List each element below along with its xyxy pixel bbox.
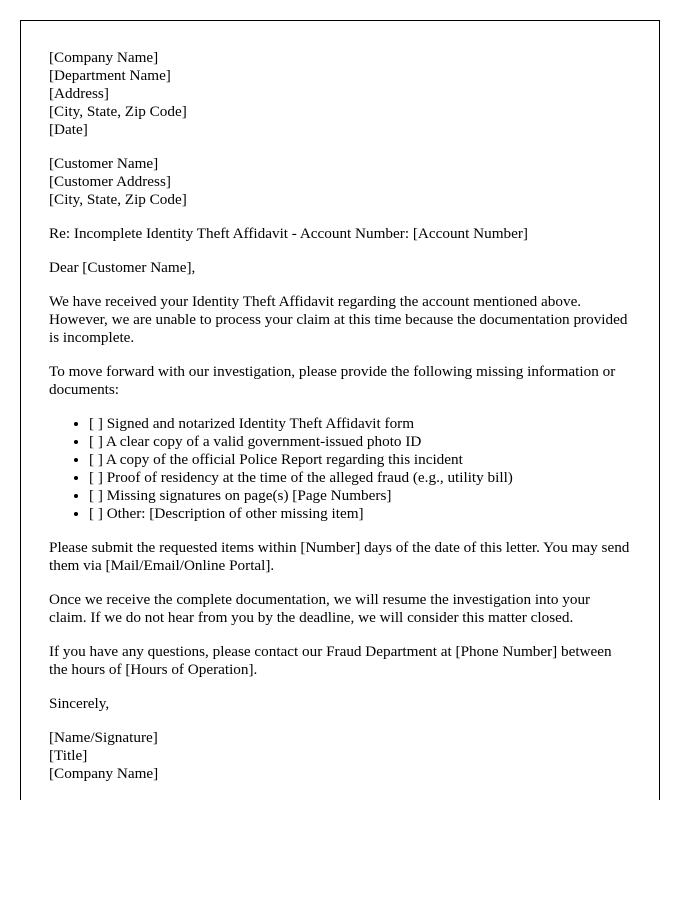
- sender-department: [Department Name]: [49, 67, 171, 84]
- list-item: • [ ] A copy of the official Police Report regarding this incident: [89, 451, 631, 469]
- subject-line: Re: Incomplete Identity Theft Affidavit - Account Number: [Account Number]: [49, 225, 528, 242]
- list-item: • [ ] Proof of residency at the time of the alleged fraud (e.g., utility bill): [89, 469, 631, 487]
- intro-paragraph: We have received your Identity Theft Affidavit regarding the account mentioned above. However, we are unable to process your claim at this time because the documentation provided is incomplete.: [49, 293, 628, 346]
- signature-title: [Title]: [49, 747, 88, 764]
- resume-paragraph: Once we receive the complete documentation, we will resume the investigation into your claim. If we do not hear from you by the deadline, we will consider this matter closed.: [49, 591, 591, 626]
- list-item: • [ ] A clear copy of a valid government-issued photo ID: [89, 433, 631, 451]
- recipient-block: [49, 155, 631, 209]
- sender-address: [Address]: [49, 85, 109, 102]
- sender-block: [49, 49, 631, 139]
- recipient-name: [Customer Name]: [49, 155, 159, 172]
- sender-company: [Company Name]: [49, 49, 159, 66]
- list-item: • [ ] Signed and notarized Identity Theft Affidavit form: [89, 415, 631, 433]
- sender-city-state-zip: [City, State, Zip Code]: [49, 103, 187, 120]
- contact-paragraph: If you have any questions, please contact our Fraud Department at [Phone Number] between the hours of [Hours of Operation].: [49, 643, 612, 678]
- recipient-address: [Customer Address]: [49, 173, 171, 190]
- signature-block: [49, 729, 631, 783]
- valediction: Sincerely,: [49, 695, 110, 712]
- list-item: • [ ] Other: [Description of other missing item]: [89, 505, 631, 523]
- recipient-city-state-zip: [City, State, Zip Code]: [49, 191, 187, 208]
- request-paragraph: To move forward with our investigation, please provide the following missing information or documents:: [49, 363, 616, 398]
- list-item: • [ ] Missing signatures on page(s) [Page Numbers]: [89, 487, 631, 505]
- missing-items-list: [49, 415, 631, 523]
- letter-date: [Date]: [49, 121, 88, 138]
- letter-page: [20, 20, 660, 800]
- deadline-paragraph: Please submit the requested items within [Number] days of the date of this letter. You may send them via [Mail/Email/Online Portal].: [49, 539, 630, 574]
- salutation: Dear [Customer Name],: [49, 259, 196, 276]
- signature-company: [Company Name]: [49, 765, 159, 782]
- signature-name: [Name/Signature]: [49, 729, 158, 746]
